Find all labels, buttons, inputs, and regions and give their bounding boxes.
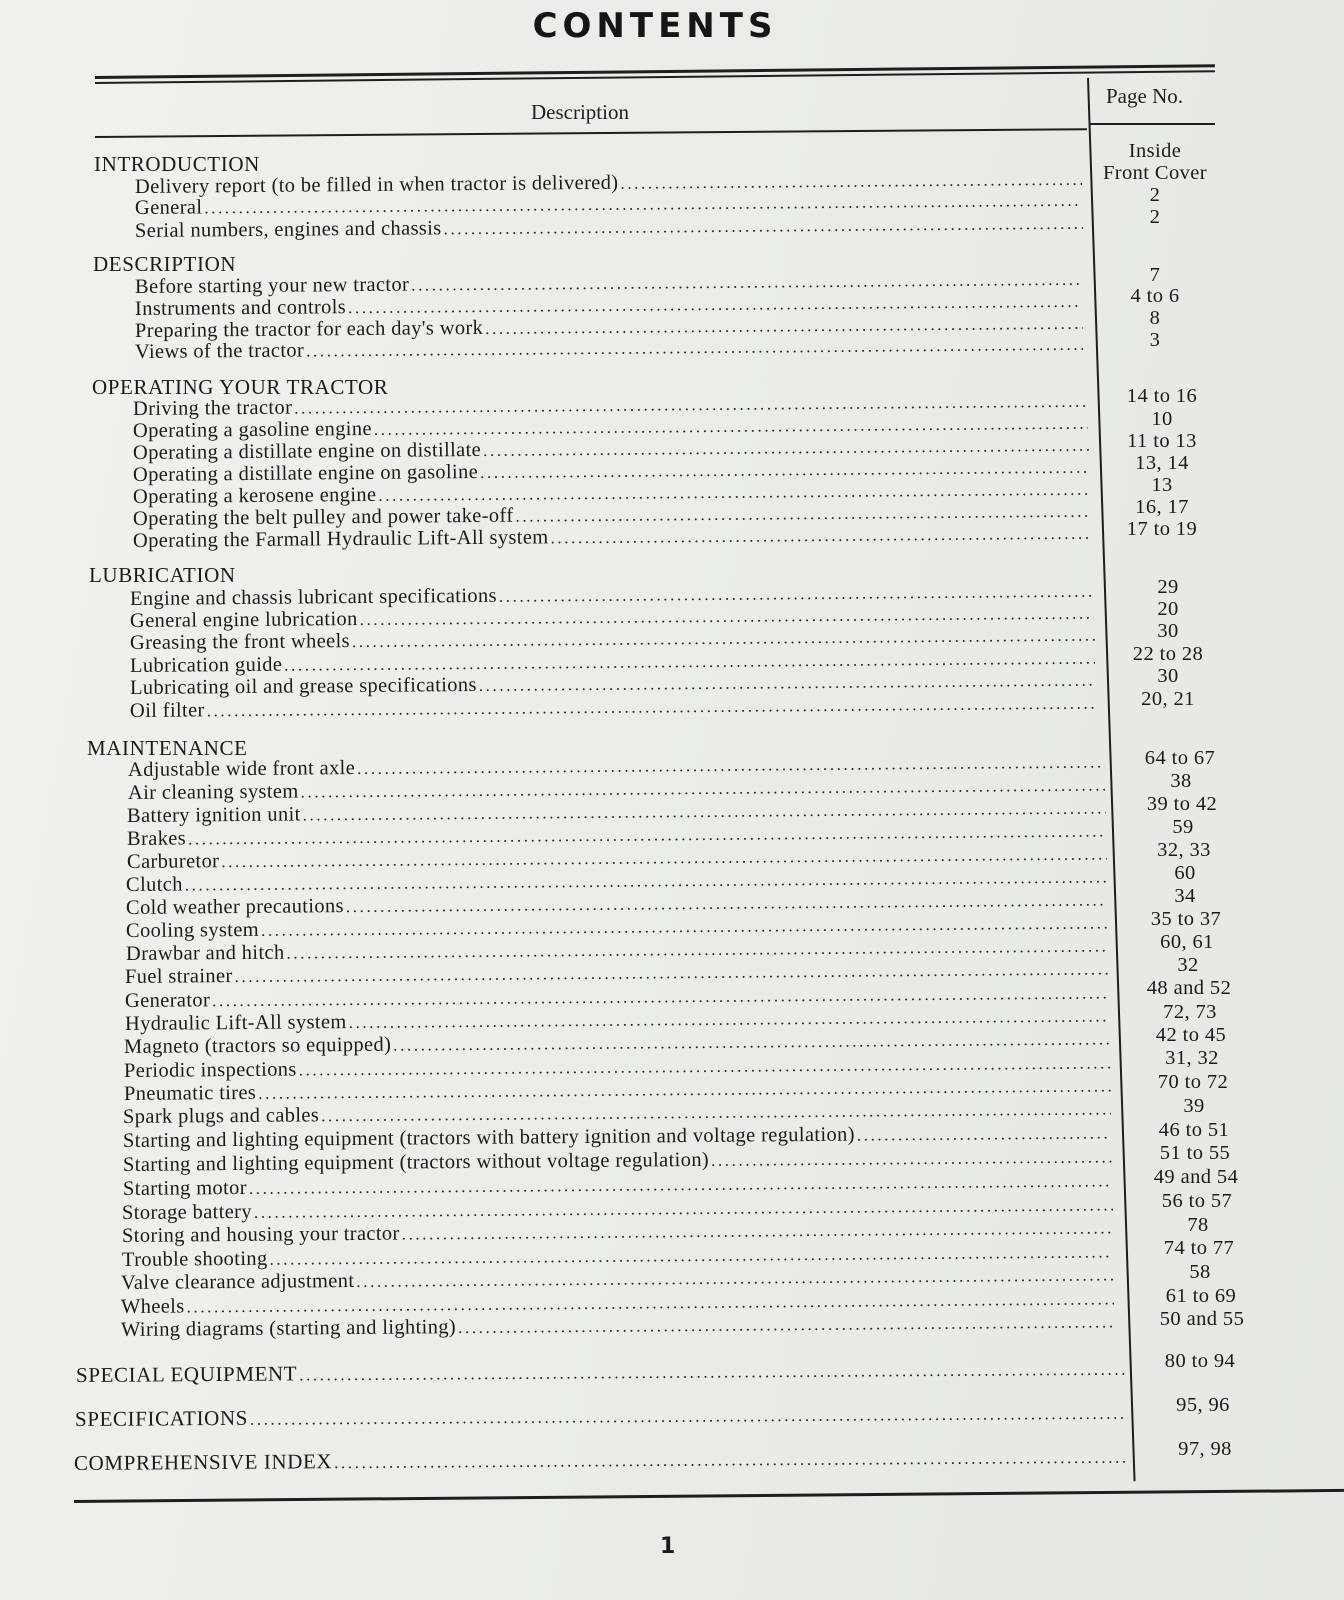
toc-entry-label: Brakes xyxy=(126,827,187,850)
toc-entry-label: Pneumatic tires xyxy=(123,1081,257,1105)
toc-entry-label: Carburetor xyxy=(126,850,220,873)
toc-entry-label: General xyxy=(134,196,203,219)
toc-entry-page: 13, 14 xyxy=(1135,452,1189,474)
page-title: CONTENTS xyxy=(532,6,778,46)
toc-entry-label: Periodic inspections xyxy=(123,1058,297,1082)
toc-entry-page: 8 xyxy=(1149,307,1161,329)
toc-entry-page: 29 xyxy=(1157,576,1179,598)
toc-entry-page: 50 and 55 xyxy=(1159,1308,1245,1330)
toc-entry-label: Air cleaning system xyxy=(127,780,299,804)
toc-entry-label: Driving the tractor xyxy=(132,396,293,420)
toc-entry-label: Greasing the front wheels xyxy=(129,630,351,654)
section-heading-label: OPERATING YOUR TRACTOR xyxy=(92,375,389,399)
toc-entry-label: Starting motor xyxy=(122,1176,247,1200)
toc-entry-page: 48 and 52 xyxy=(1146,977,1232,999)
toc-entry-label: Operating the Farmall Hydraulic Lift-All system xyxy=(132,526,549,552)
toc-entry-label: Instruments and controls xyxy=(134,296,347,320)
toc-entry-page: 4 to 6 xyxy=(1130,285,1180,307)
toc-entry-label: Valve clearance adjustment xyxy=(120,1269,355,1294)
section-heading xyxy=(94,152,260,174)
toc-entry-page: 34 xyxy=(1174,885,1196,907)
section-heading xyxy=(93,252,236,274)
toc-entry-page: 70 to 72 xyxy=(1157,1071,1229,1093)
toc-entry-label: Magneto (tractors so equipped) xyxy=(123,1033,392,1058)
toc-entry-label: Operating a kerosene engine xyxy=(132,483,377,508)
toc-entry-page: 42 to 45 xyxy=(1155,1024,1227,1046)
toc-entry-label: Battery ignition unit xyxy=(126,803,301,827)
toc-entry-label: Engine and chassis lubricant specifications xyxy=(129,584,497,610)
toc-entry-label: Cooling system xyxy=(125,918,260,942)
toc-entry-label: Trouble shooting xyxy=(121,1247,268,1271)
toc-entry-label: Operating the belt pulley and power take-off xyxy=(132,504,514,530)
toc-major-entry-label: COMPREHENSIVE INDEX xyxy=(73,1449,333,1475)
toc-entry-label: Cold weather precautions xyxy=(125,895,344,919)
toc-entry-page: 3 xyxy=(1149,329,1161,351)
section-heading xyxy=(92,375,388,397)
toc-entry-label: General engine lubrication xyxy=(129,608,358,632)
toc-entry-page: 31, 32 xyxy=(1165,1047,1219,1069)
dot-leader xyxy=(711,1147,1112,1170)
section-heading-label: LUBRICATION xyxy=(89,563,236,587)
toc-entry-label: Operating a distillate engine on gasoline xyxy=(132,460,479,486)
section-heading-label: MAINTENANCE xyxy=(87,736,248,760)
toc-entry-page: 17 to 19 xyxy=(1126,518,1198,540)
toc-entry-label: Storage battery xyxy=(121,1200,253,1224)
toc-entry-page: 39 to 42 xyxy=(1146,793,1218,815)
toc-entry-page: 20, 21 xyxy=(1141,688,1195,710)
toc-entry-page: 13 xyxy=(1151,474,1173,496)
toc-entry-label: Storing and housing your tractor xyxy=(121,1222,400,1247)
toc-entry-label: Operating a distillate engine on distillate xyxy=(132,438,482,464)
toc-entry-page: 72, 73 xyxy=(1163,1001,1217,1023)
toc-entry-page: 60 xyxy=(1174,862,1196,884)
toc-entry-page: 58 xyxy=(1189,1261,1211,1283)
toc-entry-page: 74 to 77 xyxy=(1163,1237,1235,1259)
toc-entry-page: Front Cover xyxy=(1102,162,1208,184)
toc-entry-page: 59 xyxy=(1172,816,1194,838)
toc-entry-label: Spark plugs and cables xyxy=(122,1104,320,1128)
toc-entry-label: Hydraulic Lift-All system xyxy=(124,1011,347,1035)
toc-major-entry-label: SPECIFICATIONS xyxy=(74,1405,249,1431)
toc-entry-page: 11 to 13 xyxy=(1127,430,1197,452)
toc-entry-page: 46 to 51 xyxy=(1158,1119,1230,1141)
toc-entry-page: 51 to 55 xyxy=(1159,1142,1231,1164)
section-heading-label: INTRODUCTION xyxy=(94,152,260,176)
toc-entry-label: Delivery report (to be filled in when tractor is delivered) xyxy=(134,171,619,198)
dot-leader xyxy=(857,1123,1111,1145)
section-heading-page: Inside xyxy=(1128,140,1182,162)
toc-entry-label: Starting and lighting equipment (tractors without voltage regulation) xyxy=(122,1148,710,1176)
section-heading xyxy=(87,736,248,758)
toc-entry-page: 32, 33 xyxy=(1157,839,1211,861)
toc-entry-label: Before starting your new tractor xyxy=(134,273,410,298)
toc-entry-label: Wheels xyxy=(120,1295,185,1318)
toc-entry-label: Clutch xyxy=(125,873,183,896)
toc-entry-page: 39 xyxy=(1183,1095,1205,1117)
toc-major-entry-page: 97, 98 xyxy=(1178,1438,1232,1460)
toc-entry-label: Preparing the tractor for each day's work xyxy=(134,316,484,342)
toc-entry-label: Oil filter xyxy=(129,699,205,722)
toc-entry-label: Drawbar and hitch xyxy=(125,941,285,965)
toc-entry-page: 16, 17 xyxy=(1135,496,1189,518)
toc-entry-page: 32 xyxy=(1177,954,1199,976)
toc-entry-page: 38 xyxy=(1170,770,1192,792)
toc-entry-label: Views of the tractor xyxy=(134,339,305,363)
header-bottom-rule-page xyxy=(1090,123,1215,125)
toc-entry-page: 2 xyxy=(1149,206,1161,228)
toc-entry-page: 35 to 37 xyxy=(1150,908,1222,930)
toc-entry-page: 2 xyxy=(1149,184,1161,206)
toc-entry-label: Lubrication guide xyxy=(129,653,283,677)
toc-entry-page: 56 to 57 xyxy=(1161,1190,1233,1212)
toc-entry-label: Starting and lighting equipment (tractors with battery ignition and voltage regulation) xyxy=(122,1123,855,1152)
toc-entry-page: 7 xyxy=(1149,264,1161,286)
page-number: 1 xyxy=(660,1534,676,1559)
toc-entry-label: Adjustable wide front axle xyxy=(127,757,356,781)
toc-entry-label: Serial numbers, engines and chassis xyxy=(134,217,442,242)
column-header-description: Description xyxy=(531,100,629,124)
toc-entry-label: Generator xyxy=(124,989,211,1012)
toc-major-entry-page: 80 to 94 xyxy=(1164,1350,1236,1372)
toc-entry-label: Lubricating oil and grease specifications xyxy=(129,673,477,699)
toc-entry-page: 78 xyxy=(1187,1214,1209,1236)
toc-entry-page: 20 xyxy=(1157,598,1179,620)
toc-major-entry-page: 95, 96 xyxy=(1176,1394,1230,1416)
toc-entry-page: 10 xyxy=(1151,408,1173,430)
toc-entry-label: Operating a gasoline engine xyxy=(132,417,372,442)
section-heading-label: DESCRIPTION xyxy=(93,252,237,276)
toc-entry-page: 30 xyxy=(1157,620,1179,642)
toc-entry-page: 22 to 28 xyxy=(1132,643,1204,665)
toc-entry-label: Fuel strainer xyxy=(124,965,233,988)
toc-entry-page: 14 to 16 xyxy=(1126,385,1198,407)
toc-entry-page: 60, 61 xyxy=(1160,931,1214,953)
toc-major-entry-label: SPECIAL EQUIPMENT xyxy=(75,1361,298,1387)
column-header-page: Page No. xyxy=(1106,84,1183,108)
toc-entry-label: Wiring diagrams (starting and lighting) xyxy=(120,1316,457,1341)
toc-entry-page: 61 to 69 xyxy=(1165,1285,1237,1307)
toc-entry-page: 30 xyxy=(1157,665,1179,687)
toc-entry-page: 64 to 67 xyxy=(1144,747,1216,769)
section-heading xyxy=(89,563,236,585)
toc-entry-page: 49 and 54 xyxy=(1153,1166,1239,1188)
